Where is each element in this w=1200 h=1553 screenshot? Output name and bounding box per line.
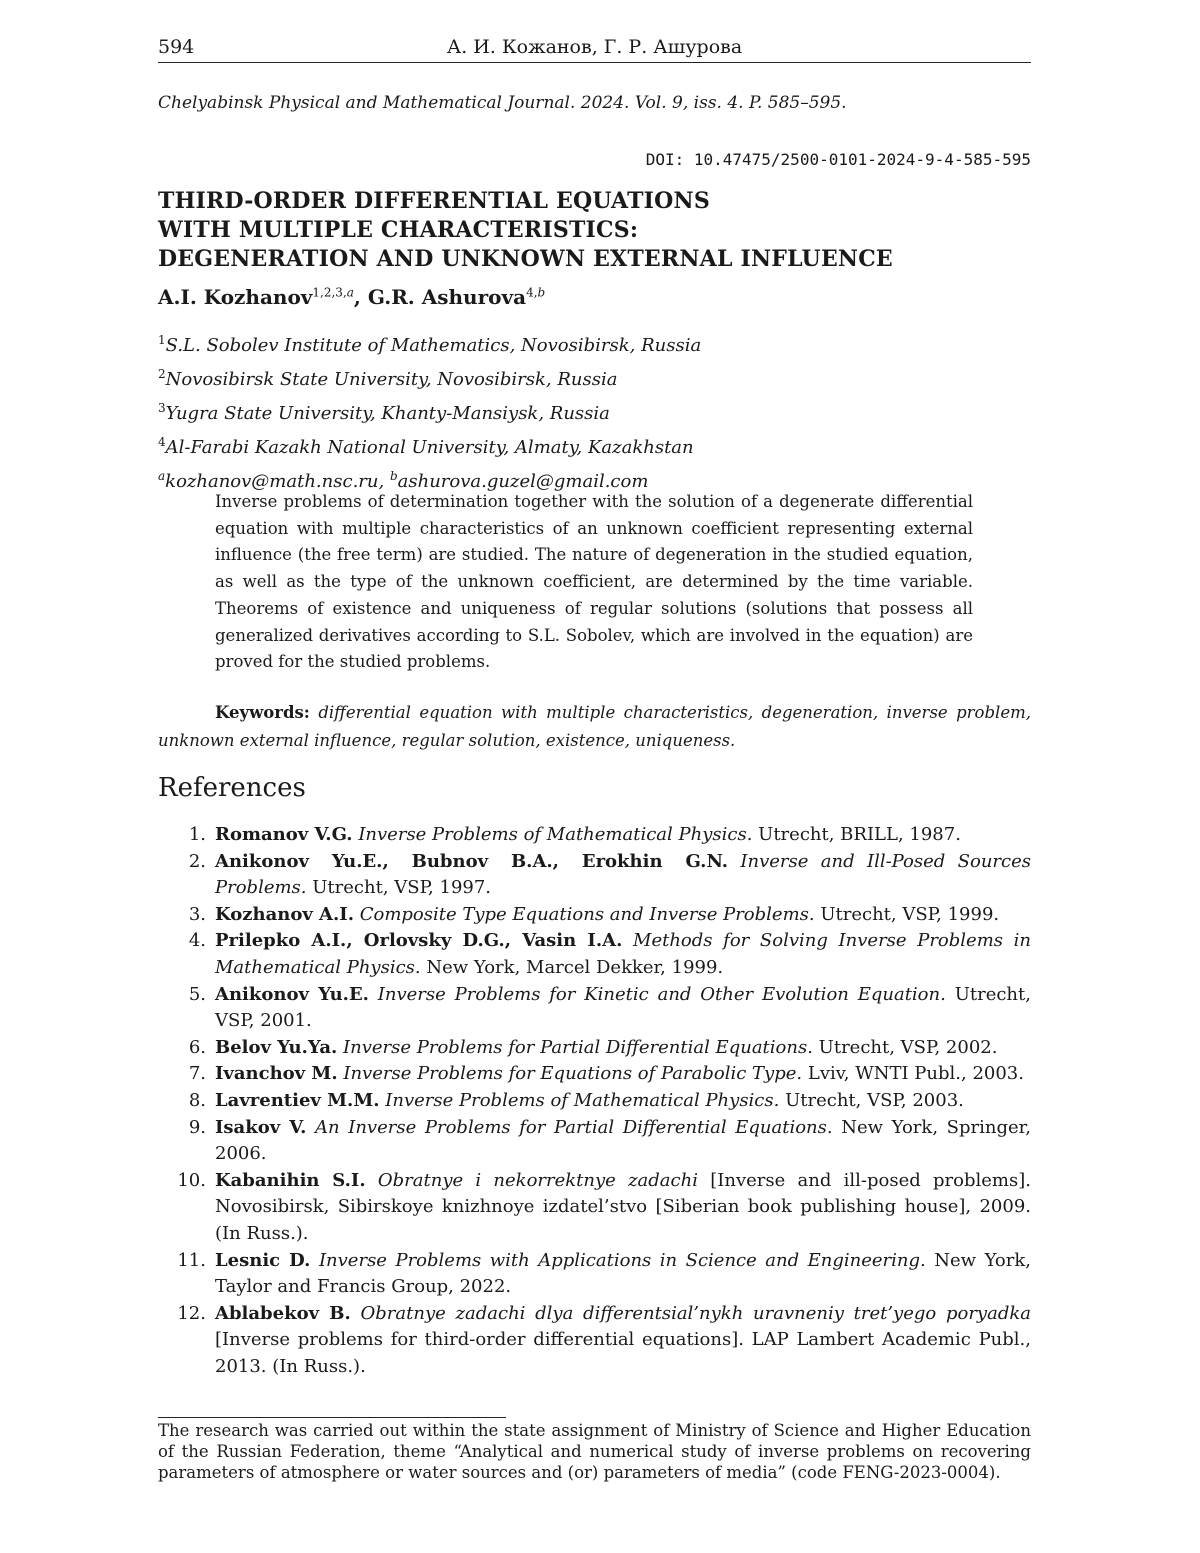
author-list: A.I. Kozhanov$^{1,2,3,a}$, G.R. Ashurova$^{4,b}$ [158, 285, 546, 309]
reference-item: 8. Lavrentiev M.M. Inverse Problems of Mathematical Physics. Utrecht, VSP, 2003. [188, 1089, 964, 1111]
reference-item: 12. Ablabekov B. Obratnye zadachi dlya differentsial’nykh uravneniy tret’yego poryadka [Inverse problems for third-order differential equations]. LAP Lambert Academic Publ., 2013. (In Russ.). [177, 1302, 1031, 1377]
reference-item: 10. Kabanihin S.I. Obratnye i nekorrektnye zadachi [Inverse and ill-posed problems]. Novosibirsk, Sibirskoye knizhnoye izdatel’stvo [Siberian book publishing house], 2009. (In Russ.). [177, 1169, 1031, 1244]
author-emails: $^a$kozhanov@math.nsc.ru, $^b$ashurova.guzel@gmail.com [158, 469, 649, 492]
reference-item: 3. Kozhanov A.I. Composite Type Equations and Inverse Problems. Utrecht, VSP, 1999. [188, 903, 1000, 925]
references-heading: References [158, 773, 306, 803]
affiliation: $^1$S.L. Sobolev Institute of Mathematics, Novosibirsk, Russia [158, 333, 702, 356]
reference-item: 4. Prilepko A.I., Orlovsky D.G., Vasin I.A. Methods for Solving Inverse Problems in Mathematical Physics. New York, Marcel Dekker, 1999. [188, 930, 1031, 978]
affiliation: $^4$Al-Farabi Kazakh National University, Almaty, Kazakhstan [158, 435, 694, 458]
author-name: A.I. Kozhanov [158, 285, 313, 309]
reference-item: 11. Lesnic D. Inverse Problems with Applications in Science and Engineering. New York, Taylor and Francis Group, 2022. [177, 1249, 1031, 1298]
page-number: 594 [158, 36, 195, 58]
keywords [158, 699, 1031, 755]
title-line: WITH MULTIPLE CHARACTERISTICS: [158, 217, 639, 243]
reference-item: 9. Isakov V. An Inverse Problems for Partial Differential Equations. New York, Springer, 2006. [188, 1116, 1031, 1165]
keywords-label: Keywords: [215, 703, 310, 722]
affiliation: $^3$Yugra State University, Khanty-Mansiysk, Russia [158, 401, 610, 424]
author-affil-marks: 4,b [526, 285, 546, 300]
author-affil-marks: 1,2,3,a [312, 285, 354, 300]
running-authors: А. И. Кожанов, Г. Р. Ашурова [446, 36, 743, 58]
email-link[interactable]: ashurova.guzel@gmail.com [397, 471, 649, 492]
title-line: THIRD-ORDER DIFFERENTIAL EQUATIONS [158, 188, 710, 214]
reference-item: 2. Anikonov Yu.E., Bubnov B.A., Erokhin G.N. Inverse and Ill-Posed Sources Problems. Utrecht, VSP, 1997. [188, 850, 1031, 899]
paper-title [158, 187, 1031, 274]
funding-footnote: The research was carried out within the state assignment of Ministry of Science and Higher Education of the Russian Federation, theme “Analytical and numerical study of inverse problems on recovering parameters of atmosphere or water sources and (or) parameters of media” (code FENG-2023-0004). [158, 1421, 1031, 1482]
running-header [158, 34, 1031, 63]
keywords-text: differential equation with multiple characteristics, degeneration, inverse problem, unknown external influence, regular solution, existence, uniqueness. [158, 703, 1031, 750]
journal-citation: Chelyabinsk Physical and Mathematical Journal. 2024. Vol. 9, iss. 4. P. 585–595. [158, 93, 847, 113]
email-link[interactable]: kozhanov@math.nsc.ru, [165, 471, 385, 492]
affiliation: $^2$Novosibirsk State University, Novosibirsk, Russia [158, 367, 618, 390]
reference-item: 5. Anikonov Yu.E. Inverse Problems for Kinetic and Other Evolution Equation. Utrecht, VSP, 2001. [188, 983, 1031, 1032]
author-name: G.R. Ashurova [367, 285, 527, 309]
reference-item: 6. Belov Yu.Ya. Inverse Problems for Partial Differential Equations. Utrecht, VSP, 2002. [188, 1036, 998, 1058]
reference-item: 7. Ivanchov M. Inverse Problems for Equations of Parabolic Type. Lviv, WNTI Publ., 2003. [188, 1063, 1024, 1085]
reference-item: 1. Romanov V.G. Inverse Problems of Mathematical Physics. Utrecht, BRILL, 1987. [188, 824, 961, 845]
references-list [158, 822, 1031, 1380]
affiliations [158, 326, 1031, 496]
abstract: Inverse problems of determination together with the solution of a degenerate differential equation with multiple characteristics of an unknown coefficient representing external influence (the free term) are studied. The nature of degeneration in the studied equation, as well as the type of the unknown coefficient, are determined by the time variable. Theorems of existence and uniqueness of regular solutions (solutions that possess all generalized derivatives according to S.L. Sobolev, which are involved in the equation) are proved for the studied problems. [215, 492, 973, 672]
footnote-rule [158, 1417, 506, 1418]
title-line: DEGENERATION AND UNKNOWN EXTERNAL INFLUENCE [158, 246, 893, 272]
doi[interactable]: DOI: 10.47475/2500-0101-2024-9-4-585-595 [645, 150, 1031, 169]
